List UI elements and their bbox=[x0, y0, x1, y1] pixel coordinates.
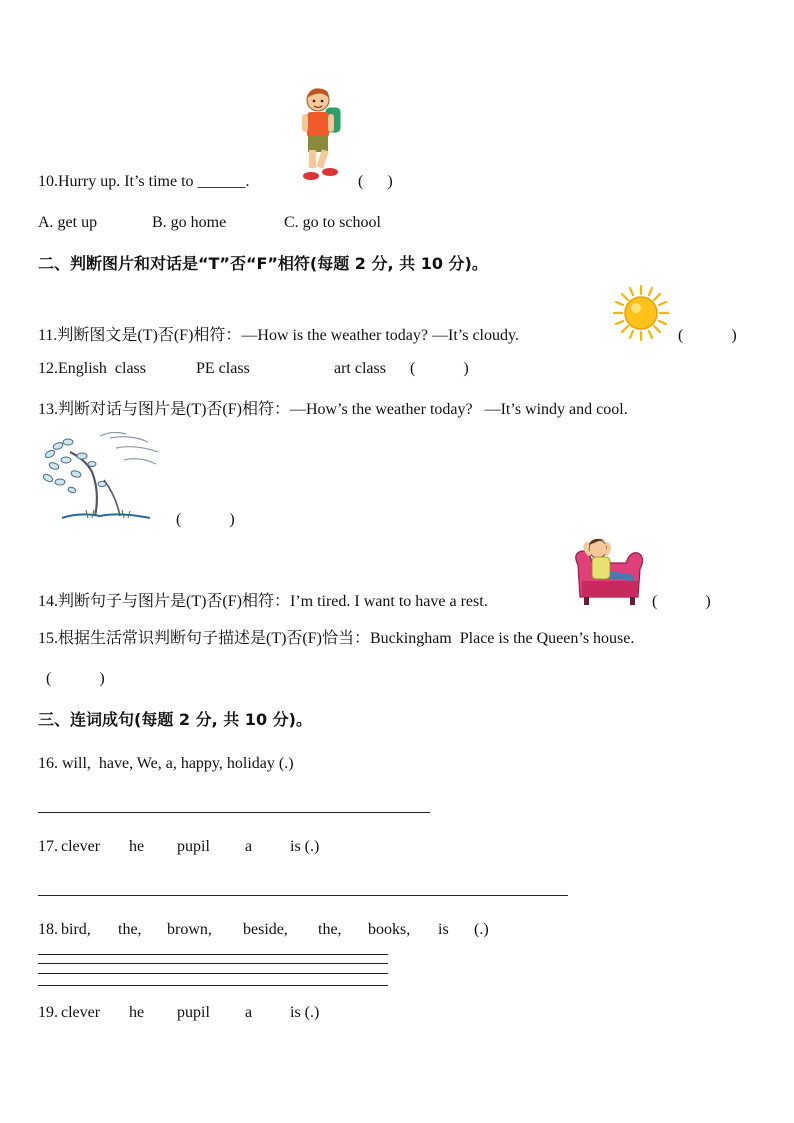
q14-answer-paren[interactable]: ( ) bbox=[652, 593, 711, 610]
q15-line bbox=[38, 629, 634, 649]
q12-item-english: English class bbox=[58, 360, 146, 377]
q13-answer-paren[interactable]: ( ) bbox=[176, 511, 235, 528]
sun-icon bbox=[612, 284, 670, 347]
q17-word: clever bbox=[61, 838, 101, 855]
q14-text: 判断句子与图片是(T)否(F)相符：I’m tired. I want to have a rest. bbox=[58, 593, 488, 610]
q18-word: the, bbox=[118, 921, 142, 938]
q18-word: the, bbox=[318, 921, 342, 938]
q16-answer-line[interactable] bbox=[38, 812, 430, 813]
q11-answer-paren[interactable]: ( ) bbox=[678, 327, 737, 344]
q17-number: 17. bbox=[38, 838, 58, 855]
q18-word: books, bbox=[368, 921, 411, 938]
q17-word: he bbox=[129, 838, 145, 855]
q13-number: 13. bbox=[38, 401, 58, 418]
q19-word: he bbox=[129, 1004, 145, 1021]
q17-word: is (.) bbox=[290, 838, 320, 855]
q17-word: a bbox=[245, 838, 253, 855]
windy-tree-icon bbox=[40, 432, 165, 527]
q17-word: pupil bbox=[177, 838, 210, 855]
q18-answer-line[interactable] bbox=[38, 954, 388, 955]
q18-answer-line[interactable] bbox=[38, 963, 388, 964]
q12-line bbox=[38, 359, 146, 379]
q12-item-art: art class bbox=[334, 360, 386, 377]
q10-option-b[interactable]: B. go home bbox=[152, 214, 227, 231]
q18-word: is bbox=[438, 921, 449, 938]
q18-number: 18. bbox=[38, 921, 58, 938]
q15-answer-paren[interactable]: ( ) bbox=[46, 670, 105, 687]
q10-answer-paren[interactable]: ( ) bbox=[358, 173, 393, 190]
q12-item-pe: PE class bbox=[196, 360, 250, 377]
q18-answer-line[interactable] bbox=[38, 985, 388, 986]
q10-text: Hurry up. It’s time to ______. bbox=[58, 173, 250, 190]
q14-line bbox=[38, 592, 488, 612]
q19-word: a bbox=[245, 1004, 253, 1021]
section3-title: 三、连词成句(每题 2 分, 共 10 分)。 bbox=[38, 710, 312, 729]
q11-number: 11. bbox=[38, 327, 58, 344]
q12-answer-paren[interactable]: ( ) bbox=[410, 360, 469, 377]
q16-line bbox=[38, 754, 294, 774]
q11-text: 判断图文是(T)否(F)相符：—How is the weather today? —It’s cloudy. bbox=[57, 327, 519, 344]
q10-line bbox=[38, 172, 250, 192]
q18-word: brown, bbox=[167, 921, 212, 938]
person-resting-in-armchair-icon bbox=[568, 535, 646, 612]
q12-number: 12. bbox=[38, 360, 58, 377]
q19-word: pupil bbox=[177, 1004, 210, 1021]
q19-word: clever bbox=[61, 1004, 101, 1021]
q15-text: 根据生活常识判断句子描述是(T)否(F)恰当：Buckingham Place is the Queen’s house. bbox=[58, 630, 635, 647]
q16-text: will, have, We, a, happy, holiday (.) bbox=[58, 755, 294, 772]
q15-number: 15. bbox=[38, 630, 58, 647]
q18-answer-line[interactable] bbox=[38, 973, 388, 974]
q11-line bbox=[38, 326, 519, 346]
q18-word: bird, bbox=[61, 921, 91, 938]
q18-word: beside, bbox=[243, 921, 288, 938]
q18-word: (.) bbox=[474, 921, 489, 938]
q19-word: is (.) bbox=[290, 1004, 320, 1021]
q14-number: 14. bbox=[38, 593, 58, 610]
q16-number: 16. bbox=[38, 755, 58, 772]
q19-number: 19. bbox=[38, 1004, 58, 1021]
q10-option-a[interactable]: A. get up bbox=[38, 214, 98, 231]
section2-title: 二、判断图片和对话是“T”否“F”相符(每题 2 分, 共 10 分)。 bbox=[38, 254, 488, 273]
q10-option-c[interactable]: C. go to school bbox=[284, 214, 381, 231]
q13-line bbox=[38, 400, 628, 420]
boy-with-backpack-icon bbox=[296, 86, 346, 191]
q10-number: 10. bbox=[38, 173, 58, 190]
q17-answer-line[interactable] bbox=[38, 895, 568, 896]
q13-text: 判断对话与图片是(T)否(F)相符：—How’s the weather today? —It’s windy and cool. bbox=[58, 401, 628, 418]
